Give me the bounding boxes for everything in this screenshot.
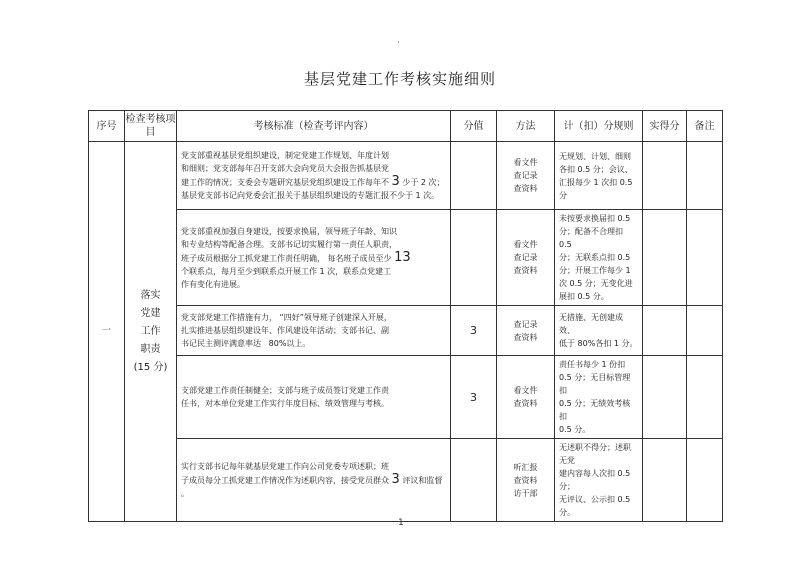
method-cell [497,142,555,210]
standard-line: 支部党建工作责任制健全；支部与班子成员签订党建工作责 [181,386,389,395]
rule-line: 各扣 0.5 分；会议、 [559,164,633,174]
method-line: 查资料 [513,332,538,342]
actual-score-cell[interactable] [643,306,687,356]
table-header-row [89,111,723,142]
standard-text: 建工作的情况；支委会专题研究基层党组织建设工作每年不 [181,178,389,187]
actual-score-cell[interactable] [643,356,687,439]
assessment-table [88,110,723,522]
rule-line: 分；无联系点扣 0.5 [559,253,631,262]
standard-text: 每名班子成员至少 [327,253,392,263]
rule-line: 无规划、计划、细则 [559,151,631,161]
remark-cell[interactable] [687,439,723,522]
rule-cell [555,356,643,439]
method-cell [497,306,555,356]
rule-cell [555,210,643,306]
group-item-line: 落实 [140,289,161,301]
standard-line [181,337,446,350]
rule-cell [555,439,643,522]
standard-line: 。 [181,489,189,498]
rule-line: 分；配备不合理扣 0.5 [559,227,623,249]
standard-line [181,251,446,265]
remark-cell[interactable] [687,356,723,439]
standard-text: 党支部党建工作措施有力， [181,313,277,322]
standard-inline-number: 13 [394,249,411,265]
table-row [89,439,723,522]
standard-text: 80%以上。 [268,339,311,348]
standard-line [181,311,446,324]
standard-cell [177,210,451,306]
rule-line: 汇报每少 1 次扣 0.5 分 [559,177,633,200]
method-line: 查资料 [513,184,538,193]
rule-line: 分；开展工作每少 1 [559,266,631,275]
rule-line: 建内容每人次扣 0.5 分； [559,469,631,491]
score-cell [451,210,497,306]
rule-line: 未按要求换届扣 0.5 [559,214,631,223]
actual-score-cell[interactable] [643,142,687,210]
standard-line: 作有变化有进展。 [181,279,245,289]
standard-line [181,473,446,487]
rule-line: 0.5 分；无绩效考核扣 [559,399,631,421]
standard-line: 和专业结构等配备合理。支部书记切实履行第一责任人职责， [181,239,397,249]
group-item-line: 工作 [140,325,161,337]
col-header-standard: 考核标准（检查考评内容） [177,111,451,142]
rule-line: 无措施、无创建成效、 [559,313,623,335]
group-item-line: 职责 [140,343,161,355]
standard-inline-score: 3 [391,174,400,189]
standard-line: 基层党支部书记向党委会汇报关于基层组织建设的专题汇报不少于 1 次。 [181,191,440,200]
score-cell: 3 [451,306,497,356]
standard-line: 实行支部书记每年就基层党建工作向公司党委专项述职；班 [181,462,389,471]
standard-text: 班子成员根据分工抓党建工作责任明确， [181,253,325,263]
method-line: 查资料 [513,399,538,408]
standard-text: “四好”领导班子创建深入开展， [279,313,392,322]
col-header-seq: 序号 [89,111,125,142]
method-line: 看文件 [513,158,538,167]
method-line: 看文件 [513,386,538,395]
method-cell [497,439,555,522]
rule-line: 低于 80%各扣 1 分。 [559,339,638,348]
standard-line [181,265,446,278]
rule-line: 无述职不得分；述职无党 [559,443,631,465]
table-row [89,142,723,210]
method-line: 查记录 [513,319,538,329]
remark-cell[interactable] [687,142,723,210]
standard-line: 和细则；党支部每年召开支部大会向党员大会报告抓基层党 [181,164,389,173]
col-header-rule: 计（扣）分规则 [555,111,643,142]
standard-text: 个联系点，每月至少到联系点开展工作 [181,266,317,276]
method-line: 查记录 [513,253,538,262]
page-number: 1 [398,518,404,528]
method-line: 访干部 [513,488,538,498]
table-row [89,210,723,306]
standard-line: 任书，对本单位党建工作实行年度目标、绩效管理与考核。 [181,399,389,408]
rule-line: 0.5 分；无目标管理扣 [559,373,631,395]
group-item-line: (15 分) [133,361,168,373]
score-cell: 3 [451,356,497,439]
rule-line: 责任书每少 1 份扣 [559,360,626,369]
standard-text: 书记民主测评满意率达 [181,339,261,348]
standard-text: 1 次，联系点党建工 [319,266,392,276]
header-dot: · [397,38,400,48]
col-header-remark: 备注 [687,111,723,142]
standard-text: 评议和监督 [402,476,443,485]
rule-line: 展扣 0.5 分。 [559,292,609,301]
method-line: 看文件 [513,240,538,249]
rule-line: 次 0.5 分；无变化进 [559,279,633,288]
group-item [125,142,177,522]
group-seq: 一 [89,142,125,522]
col-header-method: 方法 [497,111,555,142]
rule-line: 0.5 分。 [559,425,591,434]
method-line: 查资料 [513,475,538,485]
table-row [89,356,723,439]
standard-line: 党支部重视加强自身建设，按要求换届，领导班子年龄、知识 [181,226,397,236]
col-header-item: 检查考核项目 [125,111,177,142]
standard-line [181,175,446,189]
standard-line: 党支部重视基层党组织建设，制定党建工作规划、年度计划 [181,151,389,160]
method-line: 听汇报 [513,462,538,472]
score-cell [451,439,497,522]
standard-cell [177,306,451,356]
table-row [89,306,723,356]
col-header-actual: 实得分 [643,111,687,142]
group-item-line: 党建 [140,307,161,319]
standard-cell [177,142,451,210]
page-title: 基层党建工作考核实施细则 [303,70,496,88]
standard-text: 子成员每分工抓党建工作情况作为述职内容，接受党员群众 [181,476,389,485]
score-cell [451,142,497,210]
standard-text: 少于 2 次； [402,178,445,187]
col-header-score: 分值 [451,111,497,142]
remark-cell[interactable] [687,306,723,356]
rule-line: 无评议、公示扣 0.5 分。 [559,495,631,517]
actual-score-cell[interactable] [643,210,687,306]
remark-cell[interactable] [687,210,723,306]
method-line: 查资料 [513,266,538,275]
rule-cell [555,306,643,356]
method-cell [497,356,555,439]
rule-cell [555,142,643,210]
standard-cell [177,356,451,439]
method-line: 查记录 [513,171,538,180]
standard-line: 扎实推进基层组织建设年、作风建设年活动；支部书记、副 [181,326,389,335]
standard-cell [177,439,451,522]
actual-score-cell[interactable] [643,439,687,522]
method-cell [497,210,555,306]
standard-inline-score: 3 [391,472,400,487]
